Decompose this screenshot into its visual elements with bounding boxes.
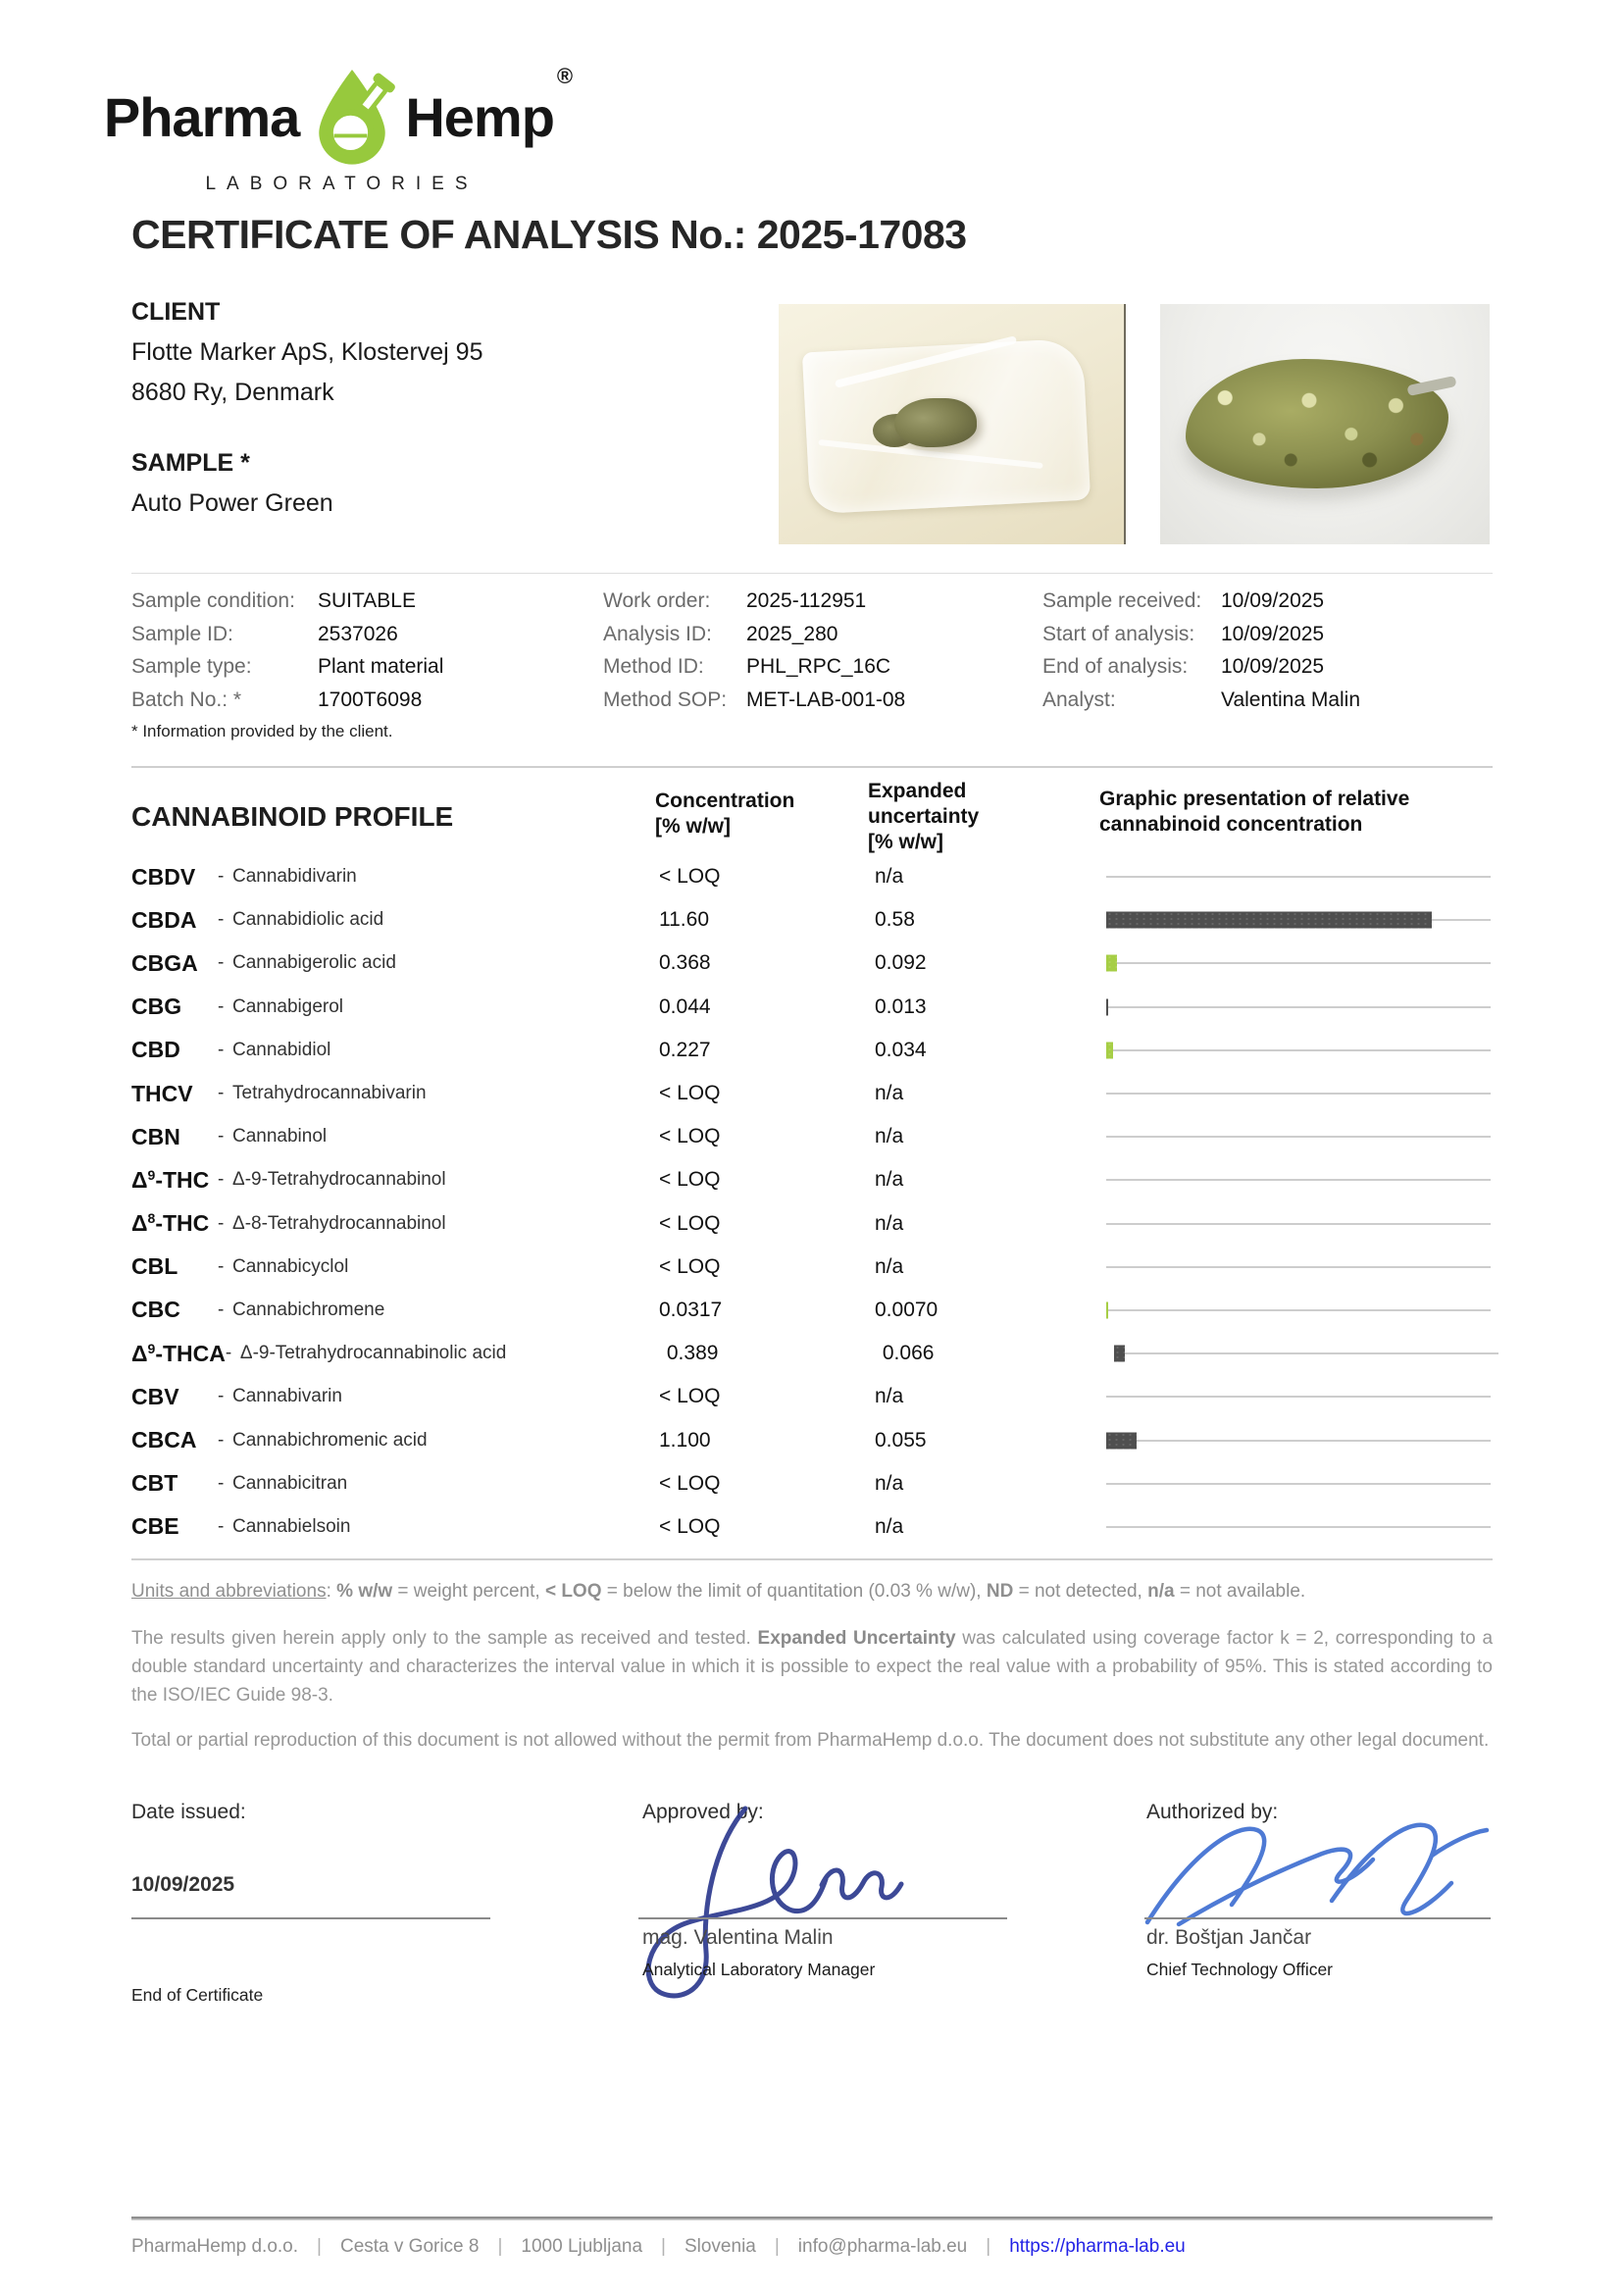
concentration-bar	[1106, 955, 1117, 972]
table-row	[131, 1029, 1493, 1072]
logo-word-hemp: Hemp®	[405, 64, 573, 148]
bar-track-line	[1106, 1483, 1491, 1485]
cannabinoid-name: - Cannabichromenic acid	[218, 1429, 428, 1451]
footer-items	[131, 2236, 1493, 2258]
footer-separator: |	[986, 2236, 991, 2257]
metadata-value: 2025_280	[746, 622, 838, 645]
footer-divider	[131, 2217, 1493, 2220]
concentration-bar	[1114, 1346, 1125, 1362]
cannabinoid-name: - Cannabidiol	[218, 1039, 331, 1060]
concentration-bar-cell	[1106, 1029, 1493, 1072]
bar-track-line	[1114, 1352, 1498, 1354]
cannabinoid-table-header	[131, 779, 1493, 855]
cannabinoid-name: - Cannabidiolic acid	[218, 909, 384, 931]
cannabinoid-abbr: CBN	[131, 1123, 180, 1149]
concentration-bar	[1106, 912, 1432, 929]
metadata-value: 10/09/2025	[1221, 589, 1325, 612]
client-address-line2: 8680 Ry, Denmark	[131, 379, 334, 406]
table-row	[131, 1418, 1493, 1461]
uncertainty-value: 0.055	[875, 1428, 927, 1452]
cannabinoid-name: - Cannabinol	[218, 1126, 328, 1147]
uncertainty-value: n/a	[875, 865, 904, 889]
divider	[131, 766, 1493, 768]
authorized-by-label: Authorized by:	[1146, 1801, 1279, 1823]
authorized-signature-line	[1144, 1917, 1491, 1919]
cannabinoid-abbr: CBDA	[131, 906, 197, 933]
metadata-label: Analysis ID:	[603, 622, 712, 645]
concentration-value: 1.100	[659, 1428, 711, 1452]
cannabinoid-abbr: CBV	[131, 1383, 179, 1409]
footer-separator: |	[317, 2236, 322, 2257]
client-info-footnote: * Information provided by the client.	[131, 722, 393, 740]
metadata-row	[1042, 585, 1360, 618]
concentration-bar-cell	[1106, 1202, 1493, 1246]
authorized-name: dr. Boštjan Jančar	[1146, 1926, 1312, 1949]
uncertainty-value: n/a	[875, 1082, 904, 1105]
uncertainty-disclaimer: The results given herein apply only to the sample as received and tested. Expanded Uncertainty was calculated using coverage factor k = 2, corresponding to a double standard uncertainty and characterizes the interval value in which it is possible to expect the real value with a probability of 95%. This is stated according to the ISO/IEC Guide 98-3.	[131, 1628, 1494, 1706]
concentration-bar	[1106, 1301, 1108, 1318]
sample-heading: SAMPLE *	[131, 449, 250, 477]
footer-item: Slovenia	[684, 2236, 756, 2257]
column-header-concentration: Concentration [% w/w]	[655, 790, 795, 838]
metadata-label: Sample received:	[1042, 589, 1202, 612]
client-block	[131, 292, 482, 413]
table-row	[131, 942, 1493, 985]
cannabinoid-name: - Cannabivarin	[218, 1386, 342, 1407]
cannabinoid-abbr: CBE	[131, 1513, 179, 1540]
uncertainty-value: 0.0070	[875, 1298, 939, 1321]
concentration-bar-cell	[1106, 1246, 1493, 1289]
cannabinoid-abbr: CBD	[131, 1037, 180, 1063]
table-row	[131, 1158, 1493, 1201]
metadata-column-1	[131, 585, 443, 716]
concentration-bar-cell	[1106, 1115, 1493, 1158]
concentration-value: 0.0317	[659, 1298, 723, 1321]
metadata-label: End of analysis:	[1042, 655, 1189, 678]
table-row	[131, 1246, 1493, 1289]
bar-track-line	[1106, 1049, 1491, 1051]
uncertainty-value: 0.066	[882, 1342, 935, 1365]
cannabinoid-abbr: CBL	[131, 1253, 178, 1280]
metadata-row	[603, 684, 905, 717]
dash: -	[218, 1212, 225, 1234]
concentration-bar-cell	[1106, 1289, 1493, 1332]
reproduction-disclaimer: Total or partial reproduction of this document is not allowed without the permit from PharmaHemp d.o.o. The document does not substitute any other legal document.	[131, 1730, 1490, 1751]
bar-track-line	[1106, 1440, 1491, 1442]
table-row	[131, 1072, 1493, 1115]
metadata-label: Sample condition:	[131, 589, 295, 612]
uncertainty-value: n/a	[875, 1471, 904, 1495]
metadata-value: MET-LAB-001-08	[746, 688, 906, 711]
concentration-bar-cell	[1106, 1462, 1493, 1505]
footer-item: 1000 Ljubljana	[521, 2236, 643, 2257]
sample-block	[131, 443, 333, 524]
uncertainty-value: n/a	[875, 1125, 904, 1148]
metadata-label: Method ID:	[603, 655, 704, 678]
concentration-bar-cell	[1106, 855, 1493, 898]
metadata-row	[131, 650, 443, 684]
concentration-value: 0.044	[659, 994, 711, 1018]
concentration-value: 0.368	[659, 951, 711, 975]
approved-name: mag. Valentina Malin	[642, 1926, 834, 1949]
table-row	[131, 1289, 1493, 1332]
concentration-value: < LOQ	[659, 1082, 721, 1105]
concentration-bar	[1106, 1432, 1137, 1449]
metadata-value: Plant material	[318, 655, 444, 678]
bar-track-line	[1106, 1526, 1491, 1528]
table-row	[131, 1202, 1493, 1246]
concentration-value: < LOQ	[659, 1385, 721, 1408]
cannabinoid-abbr: CBC	[131, 1297, 180, 1323]
end-of-certificate: End of Certificate	[131, 1985, 264, 2005]
concentration-bar	[1106, 1042, 1113, 1058]
cannabinoid-name: - Tetrahydrocannabivarin	[218, 1083, 427, 1104]
concentration-value: < LOQ	[659, 1471, 721, 1495]
table-row	[131, 1462, 1493, 1505]
bar-track-line	[1106, 1093, 1491, 1095]
table-title: CANNABINOID PROFILE	[131, 801, 454, 832]
metadata-row	[1042, 650, 1360, 684]
dash: -	[218, 995, 225, 1017]
date-issued-value: 10/09/2025	[131, 1873, 235, 1896]
bud-shape	[894, 398, 977, 447]
metadata-row	[603, 585, 905, 618]
cannabinoid-abbr: CBDV	[131, 863, 196, 890]
metadata-row	[131, 684, 443, 717]
concentration-value: < LOQ	[659, 1254, 721, 1278]
bar-track-line	[1106, 1309, 1491, 1311]
metadata-value: 2025-112951	[746, 589, 867, 612]
uncertainty-value: 0.013	[875, 994, 927, 1018]
metadata-label: Batch No.: *	[131, 688, 242, 711]
dash: -	[225, 1343, 232, 1364]
concentration-value: 0.227	[659, 1038, 711, 1061]
cannabinoid-abbr: $\Delta^9$-THCA	[131, 1340, 226, 1366]
uncertainty-value: n/a	[875, 1211, 904, 1235]
column-header-uncertainty: Expanded uncertainty [% w/w]	[868, 780, 980, 853]
metadata-label: Analyst:	[1042, 688, 1116, 711]
divider	[131, 1558, 1493, 1560]
metadata-label: Start of analysis:	[1042, 622, 1195, 645]
dash: -	[218, 952, 225, 974]
table-row	[131, 986, 1493, 1029]
flask-droplet-icon	[307, 65, 397, 170]
cannabinoid-abbr: CBT	[131, 1470, 178, 1497]
uncertainty-value: 0.092	[875, 951, 927, 975]
metadata-label: Sample type:	[131, 655, 252, 678]
date-signature-line	[131, 1917, 490, 1919]
table-row	[131, 1375, 1493, 1418]
divider	[131, 573, 1493, 574]
cannabinoid-abbr: $\Delta^9$-THC	[131, 1166, 210, 1193]
metadata-value: 1700T6098	[318, 688, 423, 711]
table-row	[131, 1505, 1493, 1549]
cannabinoid-name: - Cannabichromene	[218, 1299, 385, 1320]
dash: -	[218, 909, 225, 931]
sample-photo-bud	[1160, 304, 1490, 544]
footer-item: PharmaHemp d.o.o.	[131, 2236, 299, 2257]
dash: -	[218, 1472, 225, 1494]
bud-shape	[1186, 359, 1448, 488]
metadata-label: Sample ID:	[131, 622, 233, 645]
footer-item: Cesta v Gorice 8	[339, 2236, 480, 2257]
bar-track-line	[1106, 876, 1491, 878]
concentration-bar-cell	[1114, 1332, 1500, 1375]
dash: -	[218, 866, 225, 888]
concentration-bar-cell	[1106, 898, 1493, 942]
footer-separator: |	[661, 2236, 666, 2257]
dash: -	[218, 1255, 225, 1277]
footer-link[interactable]: https://pharma-lab.eu	[1009, 2236, 1186, 2257]
logo-word-pharma: Pharma	[103, 86, 300, 148]
dash: -	[218, 1429, 225, 1451]
client-address-line1: Flotte Marker ApS, Klostervej 95	[131, 338, 483, 366]
concentration-bar-cell	[1106, 942, 1493, 985]
bar-track-line	[1106, 1006, 1491, 1008]
metadata-column-2	[603, 585, 905, 716]
uncertainty-value: n/a	[875, 1168, 904, 1192]
concentration-value: < LOQ	[659, 1514, 721, 1538]
uncertainty-value: n/a	[875, 1254, 904, 1278]
cannabinoid-name: - Cannabicyclol	[218, 1255, 349, 1277]
dash: -	[218, 1169, 225, 1191]
uncertainty-value: n/a	[875, 1385, 904, 1408]
approved-signature-line	[638, 1917, 1007, 1919]
metadata-row	[603, 650, 905, 684]
sample-photo-bag	[779, 304, 1126, 544]
metadata-column-3	[1042, 585, 1360, 716]
uncertainty-value: n/a	[875, 1514, 904, 1538]
metadata-value: Valentina Malin	[1221, 688, 1361, 711]
cannabinoid-name: - Cannabidivarin	[218, 866, 357, 888]
date-issued-label: Date issued:	[131, 1801, 246, 1823]
units-abbreviations-note: Units and abbreviations: % w/w = weight percent, < LOQ = below the limit of quantitation (0.03 % w/w), ND = not detected, n/a = not available.	[131, 1581, 1306, 1602]
authorized-role: Chief Technology Officer	[1146, 1960, 1334, 1979]
bar-track-line	[1106, 1223, 1491, 1225]
concentration-value: < LOQ	[659, 1168, 721, 1192]
table-row	[131, 855, 1493, 898]
cannabinoid-abbr: THCV	[131, 1080, 193, 1106]
concentration-value: < LOQ	[659, 865, 721, 889]
cannabinoid-name: - Cannabielsoin	[218, 1515, 351, 1537]
metadata-value: PHL_RPC_16C	[746, 655, 891, 678]
table-row	[131, 1332, 1493, 1375]
dash: -	[218, 1126, 225, 1147]
footer-separator: |	[497, 2236, 503, 2257]
concentration-value: 11.60	[659, 908, 709, 932]
cannabinoid-abbr: CBG	[131, 994, 182, 1020]
logo-subtitle: LABORATORIES	[205, 174, 479, 194]
client-heading: CLIENT	[131, 298, 221, 326]
concentration-bar-cell	[1106, 1375, 1493, 1418]
table-row	[131, 898, 1493, 942]
concentration-bar	[1106, 998, 1108, 1015]
cannabinoid-abbr: CBGA	[131, 949, 198, 976]
dash: -	[218, 1083, 225, 1104]
metadata-row	[131, 618, 443, 651]
dash: -	[218, 1039, 225, 1060]
cannabinoid-name: - Δ-9-Tetrahydrocannabinol	[218, 1169, 446, 1191]
concentration-value: < LOQ	[659, 1211, 721, 1235]
metadata-value: 10/09/2025	[1221, 622, 1325, 645]
metadata-row	[1042, 684, 1360, 717]
bar-track-line	[1106, 962, 1491, 964]
cannabinoid-table-body	[131, 855, 1493, 1549]
uncertainty-value: 0.58	[875, 908, 915, 932]
concentration-bar-cell	[1106, 1505, 1493, 1549]
metadata-label: Method SOP:	[603, 688, 728, 711]
dash: -	[218, 1386, 225, 1407]
bar-track-line	[1106, 1136, 1491, 1138]
concentration-bar-cell	[1106, 986, 1493, 1029]
cannabinoid-name: - Δ-9-Tetrahydrocannabinolic acid	[225, 1343, 507, 1364]
concentration-bar-cell	[1106, 1158, 1493, 1201]
cannabinoid-name: - Cannabigerolic acid	[218, 952, 396, 974]
bar-track-line	[1106, 1179, 1491, 1181]
approved-by-label: Approved by:	[642, 1801, 764, 1823]
registered-mark: ®	[556, 64, 573, 88]
metadata-label: Work order:	[603, 589, 711, 612]
page-title: CERTIFICATE OF ANALYSIS No.: 2025-17083	[131, 212, 967, 257]
metadata-row	[1042, 618, 1360, 651]
sample-name: Auto Power Green	[131, 489, 333, 517]
approved-role: Analytical Laboratory Manager	[642, 1960, 876, 1979]
cannabinoid-name: - Cannabigerol	[218, 995, 344, 1017]
cannabinoid-name: - Cannabicitran	[218, 1472, 348, 1494]
bar-track-line	[1106, 1266, 1491, 1268]
concentration-value: 0.389	[666, 1342, 719, 1365]
metadata-value: 10/09/2025	[1221, 655, 1325, 678]
bar-track-line	[1106, 1396, 1491, 1398]
footer-separator: |	[774, 2236, 780, 2257]
dash: -	[218, 1299, 225, 1320]
cannabinoid-name: - Δ-8-Tetrahydrocannabinol	[218, 1212, 446, 1234]
dash: -	[218, 1515, 225, 1537]
column-header-graphic: Graphic presentation of relative cannabinoid concentration	[1099, 788, 1410, 836]
cannabinoid-abbr: CBCA	[131, 1427, 197, 1453]
footer-item: info@pharma-lab.eu	[797, 2236, 968, 2257]
concentration-value: < LOQ	[659, 1125, 721, 1148]
table-row	[131, 1115, 1493, 1158]
cannabinoid-abbr: $\Delta^8$-THC	[131, 1210, 210, 1237]
uncertainty-value: 0.034	[875, 1038, 927, 1061]
pharmahemp-logo	[103, 64, 573, 195]
metadata-value: SUITABLE	[318, 589, 416, 612]
concentration-bar-cell	[1106, 1072, 1493, 1115]
metadata-row	[603, 618, 905, 651]
metadata-row	[131, 585, 443, 618]
metadata-value: 2537026	[318, 622, 398, 645]
concentration-bar-cell	[1106, 1418, 1493, 1461]
